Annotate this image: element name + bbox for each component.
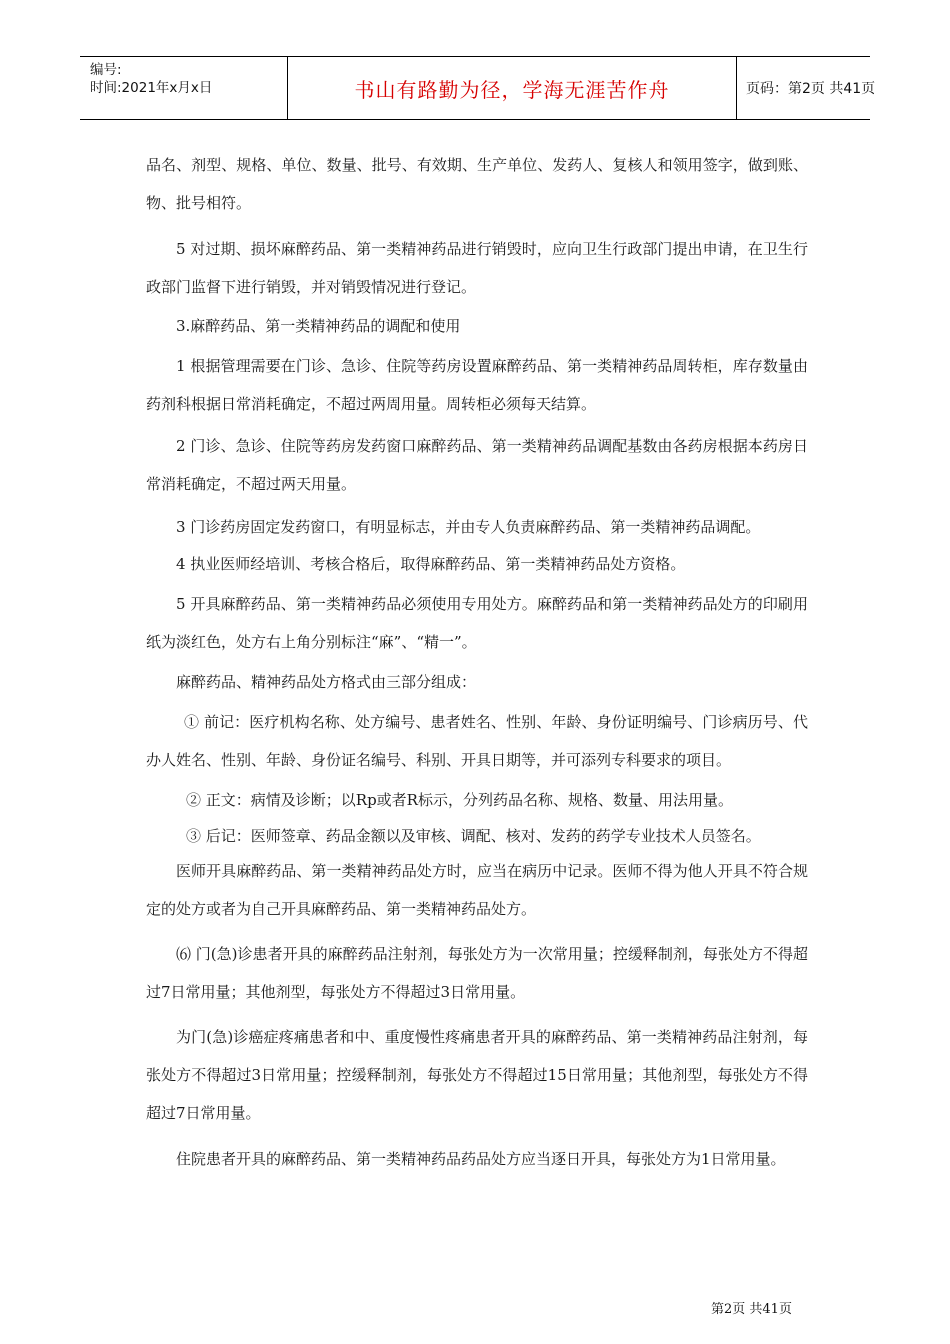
paragraph-dispensing-base: 2 门诊、急诊、住院等药房发药窗口麻醉药品、第一类精神药品调配基数由各药房根据本药房日常消耗确定，不超过两天用量。	[146, 437, 808, 493]
paragraph-medical-record: 医师开具麻醉药品、第一类精神药品处方时，应当在病历中记录。医师不得为他人开具不符合规定的处方或者为自己开具麻醉药品、第一类精神药品处方。	[146, 862, 808, 918]
paragraph-main-text: ② 正文：病情及诊断；以Rp或者R标示，分列药品名称、规格、数量、用法用量。	[186, 791, 733, 809]
paragraph-outpatient-limits: ⑹ 门(急)诊患者开具的麻醉药品注射剂，每张处方为一次常用量；控缓释制剂，每张处方不得超过7日常用量；其他剂型，每张处方不得超过3日常用量。	[146, 945, 808, 1001]
paragraph-postscript: ③ 后记：医师签章、药品金额以及审核、调配、核对、发药的药学专业技术人员签名。	[186, 827, 761, 845]
section-heading: 3.麻醉药品、第一类精神药品的调配和使用	[176, 317, 461, 335]
document-number-label: 编号:	[90, 62, 122, 78]
document-time-label: 时间:2021年x月x日	[90, 80, 213, 96]
header-motto: 书山有路勤为径，学海无涯苦作舟	[287, 57, 737, 119]
paragraph-turnover-cabinet: 1 根据管理需要在门诊、急诊、住院等药房设置麻醉药品、第一类精神药品周转柜，库存数量由药剂科根据日常消耗确定，不超过两周用量。周转柜必须每天结算。	[146, 357, 808, 413]
paragraph-format-intro: 麻醉药品、精神药品处方格式由三部分组成：	[176, 673, 477, 691]
header-page-info: 页码：第2页 共41页	[746, 81, 876, 97]
paragraph-preamble: ① 前记：医疗机构名称、处方编号、患者姓名、性别、年龄、身份证明编号、门诊病历号、代办人姓名、性别、年龄、身份证名编号、科别、开具日期等，并可添列专科要求的项目。	[146, 713, 808, 769]
paragraph-inpatient-limits: 住院患者开具的麻醉药品、第一类精神药品药品处方应当逐日开具，每张处方为1日常用量。	[176, 1150, 786, 1168]
paragraph-cancer-pain-limits: 为门(急)诊癌症疼痛患者和中、重度慢性疼痛患者开具的麻醉药品、第一类精神药品注射剂，每张处方不得超过3日常用量；控缓释制剂，每张处方不得超过15日常用量；其他剂型，每张处方不得超过7日常用量。	[146, 1028, 808, 1122]
paragraph-record-fields: 品名、剂型、规格、单位、数量、批号、有效期、生产单位、发药人、复核人和领用签字，做到账、物、批号相符。	[146, 156, 808, 212]
paragraph-destruction: 5 对过期、损坏麻醉药品、第一类精神药品进行销毁时，应向卫生行政部门提出申请，在卫生行政部门监督下进行销毁，并对销毁情况进行登记。	[146, 240, 808, 296]
paragraph-fixed-window: 3 门诊药房固定发药窗口，有明显标志，并由专人负责麻醉药品、第一类精神药品调配。	[176, 518, 761, 536]
header-meta	[90, 61, 286, 97]
footer-page-info: 第2页 共41页	[711, 1302, 792, 1317]
page-header	[80, 56, 876, 120]
paragraph-physician-qualification: 4 执业医师经培训、考核合格后，取得麻醉药品、第一类精神药品处方资格。	[176, 555, 686, 573]
paragraph-special-prescription: 5 开具麻醉药品、第一类精神药品必须使用专用处方。麻醉药品和第一类精神药品处方的印刷用纸为淡红色，处方右上角分别标注“麻”、“精一”。	[146, 595, 808, 651]
